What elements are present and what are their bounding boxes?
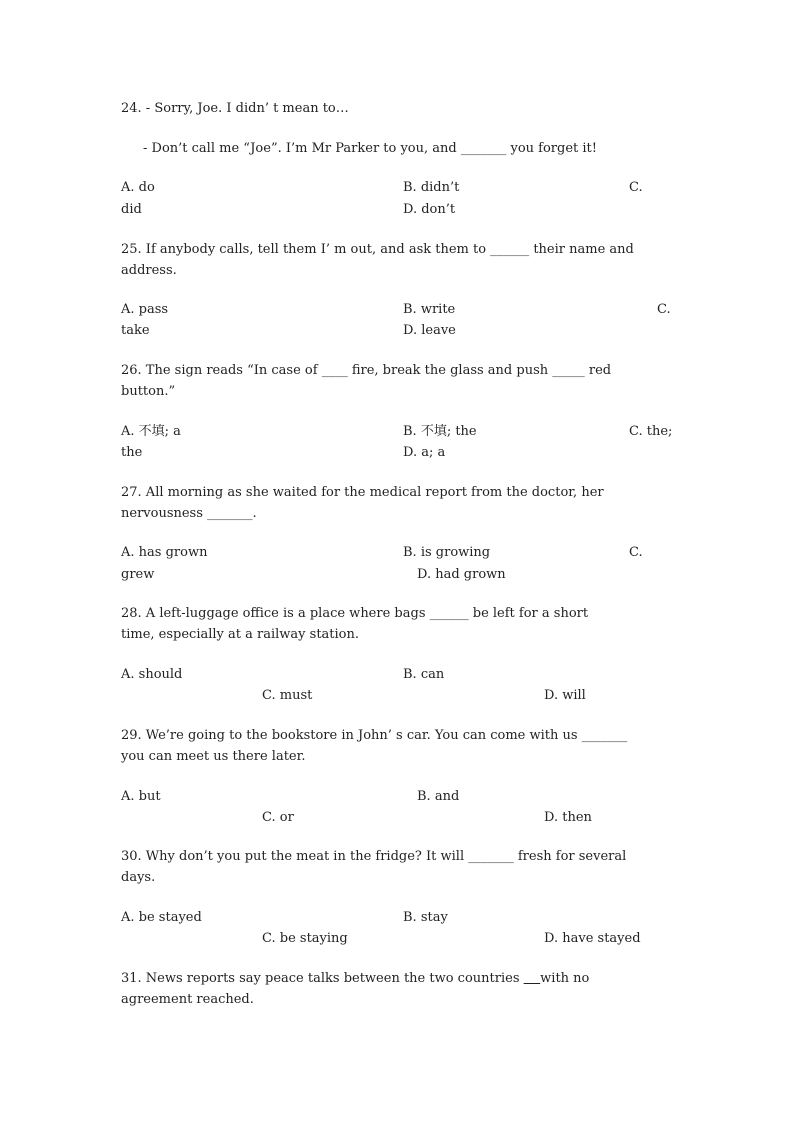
question-29-option-b: B. and: [417, 789, 460, 804]
question-30-stem: 30. Why don’t you put the meat in the fridge? It will _______ fresh for several: [121, 849, 627, 864]
question-26-option-d: D. a; a: [403, 445, 446, 460]
question-28-option-a: A. should: [121, 667, 183, 682]
question-30-option-a: A. be stayed: [121, 910, 202, 925]
question-26-option-c-text: the: [121, 445, 143, 460]
question-24-reply: - Don’t call me “Joe”. I’m Mr Parker to you, and _______ you forget it!: [143, 141, 597, 156]
question-28-option-d: D. will: [544, 688, 586, 703]
question-30-option-d: D. have stayed: [544, 931, 641, 946]
question-27-option-b: B. is growing: [403, 545, 491, 560]
question-25-option-a: A. pass: [121, 302, 169, 317]
question-30-stem-cont: days.: [121, 870, 156, 885]
question-28-option-b: B. can: [403, 667, 445, 682]
question-26-option-a: A. 不填; a: [121, 424, 181, 439]
question-25-option-b: B. write: [403, 302, 456, 317]
question-30-option-c: C. be staying: [262, 931, 348, 946]
question-29-option-a: A. but: [121, 789, 161, 804]
question-29-stem-cont: you can meet us there later.: [121, 749, 306, 764]
question-27-stem: 27. All morning as she waited for the medical report from the doctor, her: [121, 485, 604, 500]
question-29-stem: 29. We’re going to the bookstore in John’ s car. You can come with us _______: [121, 728, 628, 743]
question-27-stem-cont: nervousness _______.: [121, 506, 257, 521]
question-24-option-a: A. do: [121, 180, 155, 195]
question-24-option-c-label: C.: [629, 180, 643, 195]
question-31-blank: [524, 971, 541, 986]
question-31-stem-before: 31. News reports say peace talks between the two countries: [121, 971, 524, 986]
question-24-option-c-text: did: [121, 202, 142, 217]
question-27-option-a: A. has grown: [121, 545, 208, 560]
question-27-option-c-label: C.: [629, 545, 643, 560]
question-27-option-d: D. had grown: [417, 567, 506, 582]
question-24-option-b: B. didn’t: [403, 180, 460, 195]
question-25-option-d: D. leave: [403, 323, 456, 338]
question-24-stem: 24. - Sorry, Joe. I didn’ t mean to…: [121, 101, 349, 116]
question-24-option-d: D. don’t: [403, 202, 456, 217]
question-26-option-c-label: C. the;: [629, 424, 673, 439]
question-28-stem-cont: time, especially at a railway station.: [121, 627, 360, 642]
question-26-stem: 26. The sign reads “In case of ____ fire, break the glass and push _____ red: [121, 363, 612, 378]
question-30-option-b: B. stay: [403, 910, 448, 925]
question-26-option-b: B. 不填; the: [403, 424, 477, 439]
question-31-stem-after: with no: [540, 971, 590, 986]
question-27-option-c-text: grew: [121, 567, 155, 582]
question-28-stem: 28. A left-luggage office is a place where bags ______ be left for a short: [121, 606, 589, 621]
question-25-stem-cont: address.: [121, 263, 177, 278]
question-25-option-c-text: take: [121, 323, 150, 338]
question-28-option-c: C. must: [262, 688, 313, 703]
question-25-option-c-label: C.: [657, 302, 671, 317]
question-26-stem-cont: button.”: [121, 384, 176, 399]
question-25-stem: 25. If anybody calls, tell them I’ m out, and ask them to ______ their name and: [121, 242, 634, 257]
question-31-stem-cont: agreement reached.: [121, 992, 254, 1007]
question-29-option-d: D. then: [544, 810, 592, 825]
question-29-option-c: C. or: [262, 810, 294, 825]
question-31-stem: [121, 971, 589, 987]
